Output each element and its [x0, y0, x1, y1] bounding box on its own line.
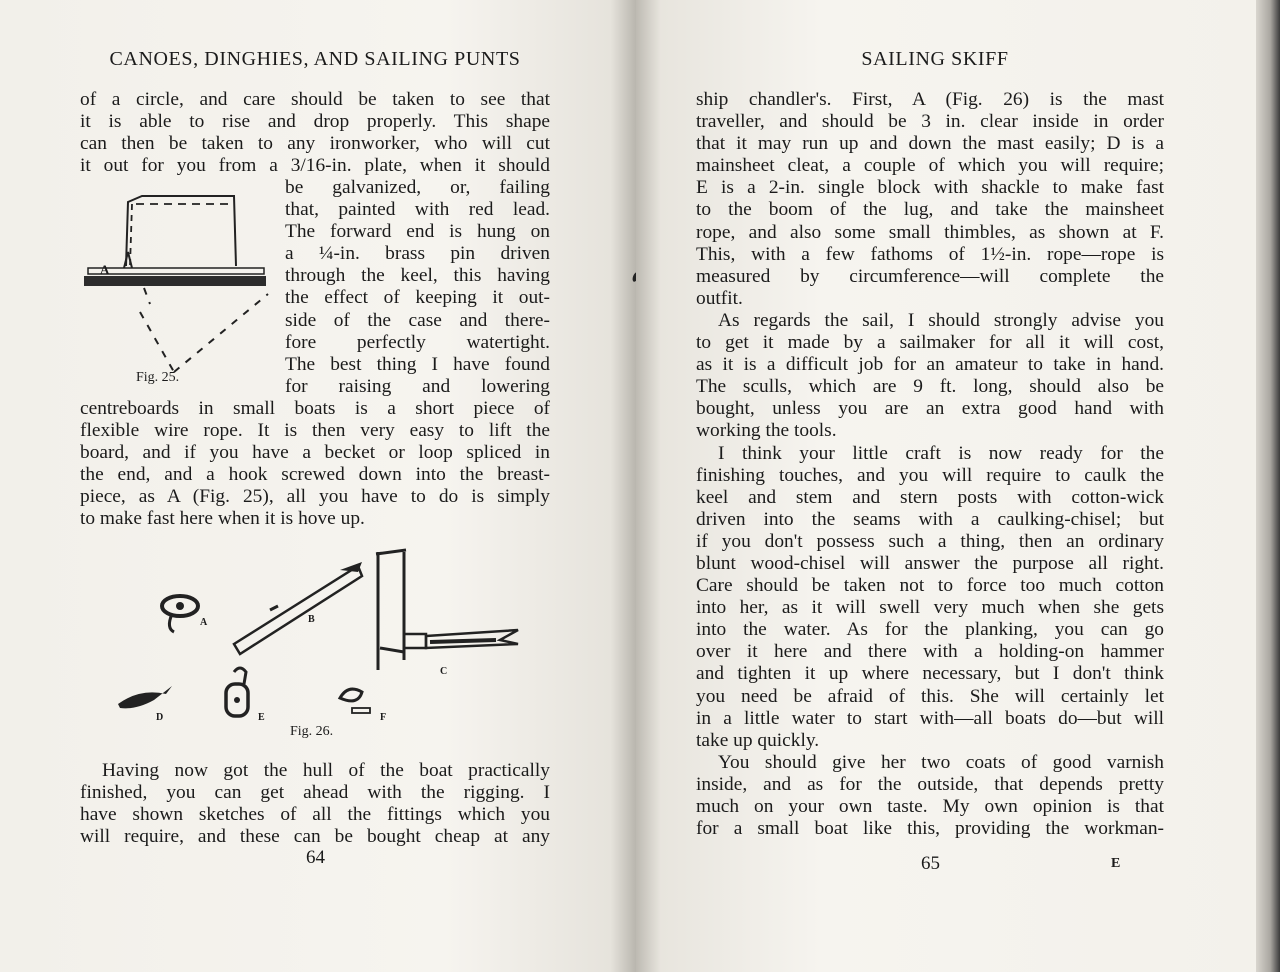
- boom-fitting-icon: [234, 562, 362, 654]
- text-line: inside, and as for the outside, that depends pretty: [696, 773, 1164, 795]
- text-line: if you don't possess such a thing, then an ordinary: [696, 530, 1164, 552]
- text-line: be galvanized, or, failing: [285, 177, 550, 198]
- text-line: over it here and there with a holding-on hammer: [696, 641, 1164, 663]
- text-line: to get it made by a sailmaker for all it will cost,: [696, 332, 1164, 354]
- text-line: finishing touches, and you will require to caulk the: [696, 464, 1164, 486]
- mast-traveller-icon: [162, 596, 198, 632]
- thimble-icon: [340, 689, 370, 713]
- fig-26-label-f: F: [380, 712, 387, 723]
- text-line: The forward end is hung on: [285, 221, 550, 243]
- text-line: into her, as it will swell very much when she gets: [696, 597, 1164, 619]
- text-line: can then be taken to any ironworker, who will cut: [80, 133, 550, 155]
- text-line: into the water. As for the planking, you can go: [696, 619, 1164, 641]
- paragraph-wrap-around-figure: [285, 177, 550, 398]
- text-line: Care should be taken not to force too much cotton: [696, 575, 1164, 597]
- text-line: and tighten it up where necessary, but I don't think: [696, 663, 1164, 685]
- single-block-icon: [226, 668, 248, 716]
- text-line: it out for you from a 3/16-in. plate, when it should: [80, 155, 550, 177]
- text-line: measured by circumference—will complete the: [696, 265, 1164, 287]
- signature-mark: E: [1111, 856, 1122, 871]
- text-line: mainsheet cleat, a couple of which you will require;: [696, 155, 1164, 177]
- text-line: finished, you can get ahead with the rigging. I: [80, 782, 550, 804]
- text-line: board, and if you have a becket or loop spliced in: [80, 442, 550, 464]
- text-line: flexible wire rope. It is then very easy to lift the: [80, 420, 550, 442]
- text-line: as it is a difficult job for an amateur to take in hand.: [696, 354, 1164, 376]
- fig-25-label-a: A: [100, 262, 110, 277]
- text-line: The best thing I have found: [285, 353, 550, 375]
- fig-25-centreplate-illustration: [84, 190, 284, 370]
- text-line: Having now got the hull of the boat practically: [102, 760, 550, 781]
- text-line: to make fast here when it is hove up.: [80, 508, 365, 530]
- page-edge: [1256, 0, 1280, 972]
- right-page-body: [696, 89, 1164, 840]
- text-line: bought, unless you are an extra good hand with: [696, 398, 1164, 420]
- fig-26-fittings-illustration: [100, 548, 540, 728]
- text-line: This, with a few fathoms of 1½-in. rope—rope is: [696, 243, 1164, 265]
- mast-and-spar-icon: [376, 550, 518, 670]
- fig-26-label-b: B: [308, 614, 315, 625]
- text-line: that it may run up and down the mast easily; D is a: [696, 133, 1164, 155]
- text-line: have shown sketches of all the fittings which you: [80, 804, 550, 826]
- page-number-right: 65: [921, 853, 940, 874]
- text-line: centreboards in small boats is a short piece of: [80, 398, 550, 419]
- text-line: in a little water to start with—all boats do—but will: [696, 707, 1164, 729]
- page-number-left: 64: [306, 847, 325, 868]
- text-line: fore perfectly watertight.: [285, 331, 550, 353]
- fig-26-label-d: D: [156, 712, 164, 723]
- text-line: to the boom of the lug, and take the mainsheet: [696, 199, 1164, 221]
- text-line: side of the case and there-: [285, 309, 550, 331]
- text-line: will require, and these can be bought cheap at any: [80, 826, 550, 848]
- left-page: [0, 0, 636, 972]
- text-line: blunt wood-chisel will answer the purpose all right.: [696, 552, 1164, 574]
- text-line: you need be afraid of this. She will certainly let: [696, 685, 1164, 707]
- running-head-right: SAILING SKIFF: [861, 48, 1009, 70]
- text-line: it is able to rise and drop properly. This shape: [80, 111, 550, 133]
- text-line: much on your own taste. My own opinion is that: [696, 796, 1164, 817]
- text-line: The sculls, which are 9 ft. long, should also be: [696, 376, 1164, 398]
- text-line: traveller, and should be 3 in. clear inside in order: [696, 111, 1164, 133]
- text-line: take up quickly.: [696, 729, 820, 751]
- text-line: keel and stem and stern posts with cotton-wick: [696, 486, 1164, 508]
- paragraph-rigging: [80, 760, 550, 848]
- running-head-left: CANOES, DINGHIES, AND SAILING PUNTS: [109, 48, 521, 70]
- text-line: rope, and also some small thimbles, as shown at F.: [696, 221, 1164, 243]
- text-line: I think your little craft is now ready for the: [718, 442, 1164, 464]
- text-line: outfit.: [696, 287, 743, 309]
- text-line: for raising and lowering: [285, 375, 550, 397]
- text-line: of a circle, and care should be taken to see that: [80, 89, 550, 110]
- mainsheet-cleat-icon: [118, 686, 172, 708]
- text-line: the end, and a hook screwed down into the breast-: [80, 464, 550, 486]
- text-line: for a small boat like this, providing the workman-: [696, 818, 1164, 840]
- fig-26-label-e: E: [258, 712, 265, 723]
- text-line: that, painted with red lead.: [285, 199, 550, 221]
- fig-26-label-c: C: [440, 666, 448, 677]
- paragraph-continuation: [80, 398, 550, 531]
- text-line: As regards the sail, I should strongly advise you: [718, 309, 1164, 331]
- text-line: a ¼-in. brass pin driven: [285, 243, 550, 265]
- fig-25-caption: Fig. 25.: [136, 370, 180, 385]
- text-line: working the tools.: [696, 420, 837, 442]
- text-line: E is a 2-in. single block with shackle to make fast: [696, 177, 1164, 199]
- text-line: You should give her two coats of good varnish: [718, 751, 1164, 773]
- text-line: piece, as A (Fig. 25), all you have to do is simply: [80, 486, 550, 508]
- right-page: [636, 0, 1256, 972]
- text-line: through the keel, this having: [285, 265, 550, 287]
- fig-26-label-a: A: [200, 617, 208, 628]
- text-line: the effect of keeping it out-: [285, 287, 550, 309]
- text-line: ship chandler's. First, A (Fig. 26) is the mast: [696, 89, 1164, 110]
- text-line: driven into the seams with a caulking-chisel; but: [696, 508, 1164, 530]
- fig-26-caption: Fig. 26.: [290, 724, 334, 739]
- paragraph-top: [80, 89, 550, 177]
